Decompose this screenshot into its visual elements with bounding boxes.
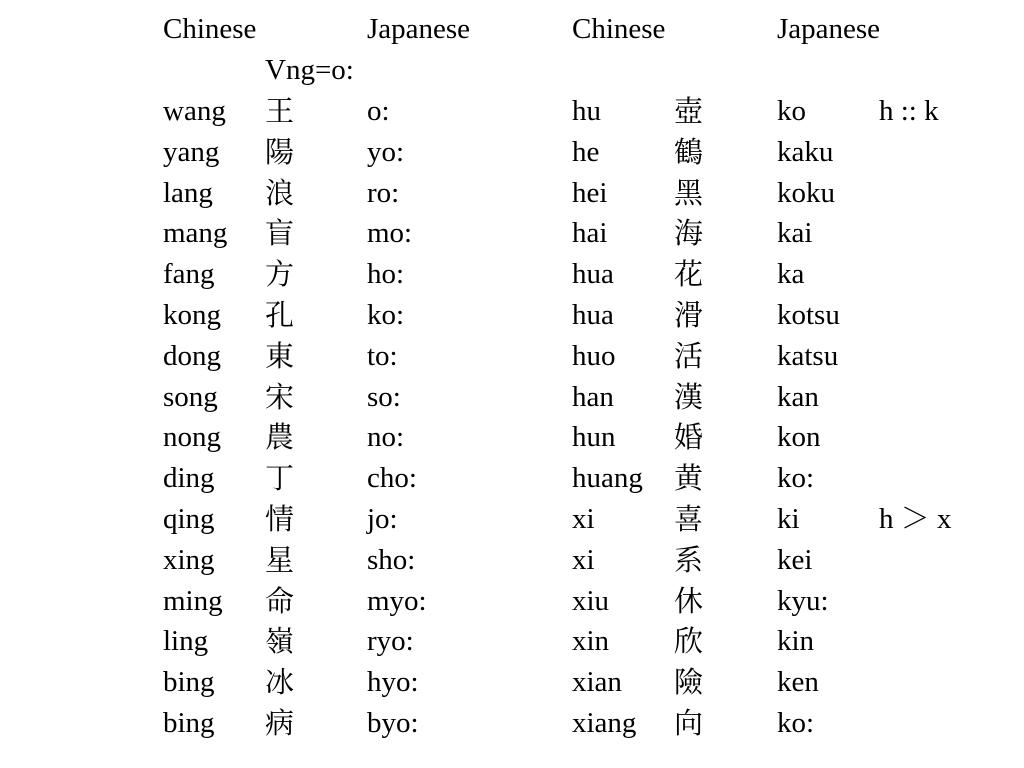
pinyin: han: [572, 381, 614, 413]
hanzi: 東: [265, 339, 295, 373]
japanese-reading: ko: [777, 95, 806, 127]
pinyin: kong: [163, 299, 221, 331]
hanzi: 農: [265, 420, 295, 454]
header-left-chinese: Chinese: [163, 13, 257, 45]
pinyin: xiu: [572, 585, 610, 617]
sound-change-note: h ＞ x: [879, 503, 952, 535]
pinyin: hun: [572, 421, 616, 453]
hanzi: 險: [674, 665, 704, 699]
japanese-reading: ko:: [367, 299, 405, 331]
pinyin: ding: [163, 462, 215, 494]
hanzi: 王: [265, 94, 295, 128]
hanzi: 花: [674, 257, 704, 291]
japanese-reading: no:: [367, 421, 405, 453]
sound-change-note: h :: k: [879, 95, 939, 127]
hanzi: 情: [265, 502, 295, 536]
japanese-reading: jo:: [367, 503, 398, 535]
hanzi: 丁: [265, 461, 295, 495]
japanese-reading: to:: [367, 340, 398, 372]
pinyin: dong: [163, 340, 221, 372]
japanese-reading: kotsu: [777, 299, 840, 331]
japanese-reading: kai: [777, 217, 813, 249]
pinyin: fang: [163, 258, 215, 290]
hanzi: 孔: [265, 298, 295, 332]
hanzi: 漢: [674, 380, 704, 414]
pinyin: lang: [163, 177, 213, 209]
japanese-reading: so:: [367, 381, 401, 413]
hanzi: 方: [265, 257, 295, 291]
pinyin: bing: [163, 707, 215, 739]
hanzi: 欣: [674, 624, 704, 658]
japanese-reading: ro:: [367, 177, 400, 209]
hanzi: 嶺: [265, 624, 295, 658]
pinyin: ling: [163, 625, 209, 657]
pinyin: xian: [572, 666, 622, 698]
hanzi: 浪: [265, 176, 295, 210]
japanese-reading: kyu:: [777, 585, 829, 617]
pinyin: xiang: [572, 707, 637, 739]
hanzi: 休: [674, 584, 704, 618]
japanese-reading: kon: [777, 421, 821, 453]
hanzi: 陽: [265, 135, 295, 169]
hanzi: 海: [674, 216, 704, 250]
hanzi: 命: [265, 584, 295, 618]
pinyin: mang: [163, 217, 228, 249]
pinyin: yang: [163, 136, 220, 168]
pinyin: qing: [163, 503, 215, 535]
hanzi: 喜: [674, 502, 704, 536]
pinyin: song: [163, 381, 218, 413]
hanzi: 滑: [674, 298, 704, 332]
header-left-japanese: Japanese: [367, 13, 471, 45]
japanese-reading: ko:: [777, 462, 815, 494]
japanese-reading: ho:: [367, 258, 405, 290]
pinyin: hu: [572, 95, 601, 127]
pinyin: huang: [572, 462, 643, 494]
hanzi: 向: [674, 706, 704, 740]
pinyin: bing: [163, 666, 215, 698]
hanzi: 壺: [674, 94, 704, 128]
pinyin: hua: [572, 299, 614, 331]
hanzi: 婚: [674, 420, 704, 454]
hanzi: 宋: [265, 380, 295, 414]
japanese-reading: kei: [777, 544, 813, 576]
hanzi: 冰: [265, 665, 295, 699]
pinyin: xing: [163, 544, 215, 576]
pinyin: hua: [572, 258, 614, 290]
pinyin: hai: [572, 217, 608, 249]
header-right-chinese: Chinese: [572, 13, 666, 45]
hanzi: 鶴: [674, 135, 704, 169]
pinyin: xi: [572, 544, 595, 576]
pinyin: xin: [572, 625, 610, 657]
hanzi: 盲: [265, 216, 295, 250]
pinyin: huo: [572, 340, 616, 372]
hanzi: 黑: [674, 176, 704, 210]
pinyin: wang: [163, 95, 226, 127]
japanese-reading: kaku: [777, 136, 834, 168]
japanese-reading: koku: [777, 177, 835, 209]
pinyin: he: [572, 136, 600, 168]
japanese-reading: kin: [777, 625, 815, 657]
hanzi: 活: [674, 339, 704, 373]
japanese-reading: o:: [367, 95, 390, 127]
pinyin: nong: [163, 421, 221, 453]
pinyin: hei: [572, 177, 608, 209]
japanese-reading: katsu: [777, 340, 839, 372]
japanese-reading: cho:: [367, 462, 417, 494]
japanese-reading: yo:: [367, 136, 405, 168]
japanese-reading: myo:: [367, 585, 427, 617]
hanzi: 系: [674, 543, 704, 577]
japanese-reading: mo:: [367, 217, 413, 249]
pinyin: ming: [163, 585, 223, 617]
japanese-reading: ka: [777, 258, 805, 290]
japanese-reading: hyo:: [367, 666, 419, 698]
japanese-reading: ko:: [777, 707, 815, 739]
japanese-reading: ki: [777, 503, 800, 535]
japanese-reading: ryo:: [367, 625, 414, 657]
header-right-japanese: Japanese: [777, 13, 881, 45]
japanese-reading: sho:: [367, 544, 416, 576]
japanese-reading: ken: [777, 666, 819, 698]
japanese-reading: byo:: [367, 707, 419, 739]
hanzi: 黄: [674, 461, 704, 495]
rule-label: Vng=o:: [265, 54, 354, 86]
hanzi: 星: [265, 543, 295, 577]
hanzi: 病: [265, 706, 295, 740]
japanese-reading: kan: [777, 381, 819, 413]
pinyin: xi: [572, 503, 595, 535]
